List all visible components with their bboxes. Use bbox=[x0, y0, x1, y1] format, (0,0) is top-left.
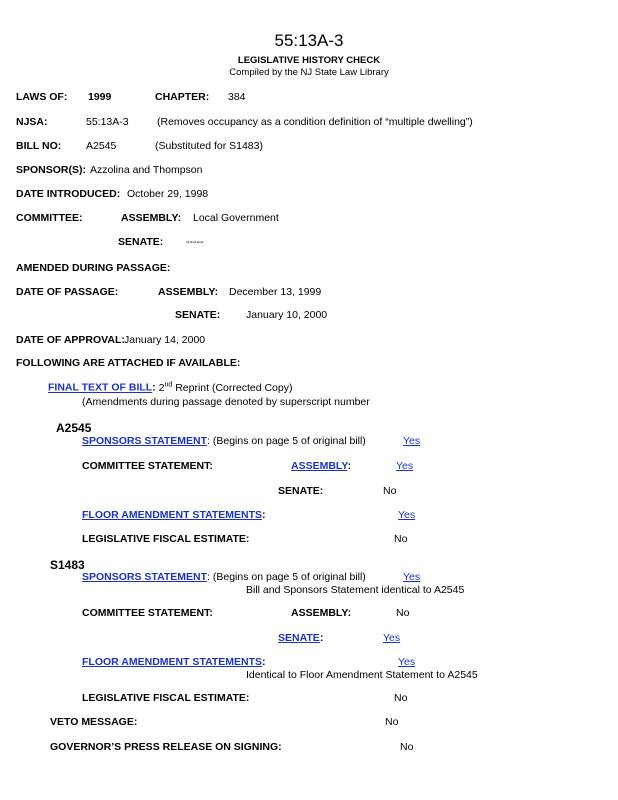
compiled-by: Compiled by the NJ State Law Library bbox=[229, 67, 389, 78]
a2545-assembly-link[interactable]: ASSEMBLY bbox=[291, 460, 348, 472]
a2545-floor-row: FLOOR AMENDMENT STATEMENTS: bbox=[82, 509, 266, 521]
s1483-committee-label: COMMITTEE STATEMENT: bbox=[82, 607, 213, 619]
s1483-sponsors-yes-link[interactable]: Yes bbox=[403, 571, 421, 583]
a2545-assembly-row: ASSEMBLY: bbox=[291, 460, 352, 472]
passage-senate-value: January 10, 2000 bbox=[246, 309, 328, 321]
a2545-sponsors-yes-link[interactable]: Yes bbox=[403, 435, 421, 447]
s1483-floor-row: FLOOR AMENDMENT STATEMENTS: bbox=[82, 656, 266, 668]
press-release-label: GOVERNOR’S PRESS RELEASE ON SIGNING: bbox=[50, 741, 282, 753]
date-of-approval-value: January 14, 2000 bbox=[124, 334, 206, 346]
a2545-fiscal-label: LEGISLATIVE FISCAL ESTIMATE: bbox=[82, 533, 250, 545]
s1483-senate-yes-link[interactable]: Yes bbox=[383, 632, 401, 644]
passage-assembly-value: December 13, 1999 bbox=[229, 286, 322, 298]
s1483-senate-row: SENATE: bbox=[278, 632, 324, 644]
final-text-row: FINAL TEXT OF BILL: 2nd Reprint (Corrected Copy) bbox=[48, 381, 293, 394]
page-subtitle: LEGISLATIVE HISTORY CHECK bbox=[237, 55, 381, 66]
s1483-sponsors-link[interactable]: SPONSORS STATEMENT bbox=[82, 571, 208, 583]
a2545-sponsors-row: SPONSORS STATEMENT: (Begins on page 5 of original bill) bbox=[82, 435, 366, 447]
veto-label: VETO MESSAGE: bbox=[50, 716, 138, 728]
committee-senate-value: ----- bbox=[186, 236, 204, 248]
a2545-fiscal-value: No bbox=[394, 533, 408, 545]
veto-value: No bbox=[385, 716, 399, 728]
njsa-note: (Removes occupancy as a condition definition of “multiple dwelling”) bbox=[157, 116, 473, 128]
s1483-assembly-value: No bbox=[396, 607, 410, 619]
committee-senate-label: SENATE: bbox=[118, 236, 164, 248]
a2545-floor-yes-link[interactable]: Yes bbox=[398, 509, 416, 521]
page-title: 55:13A-3 bbox=[274, 31, 344, 50]
s1483-sponsors-row: SPONSORS STATEMENT: (Begins on page 5 of original bill) bbox=[82, 571, 366, 583]
passage-senate-label: SENATE: bbox=[175, 309, 221, 321]
s1483-senate-link[interactable]: SENATE bbox=[278, 632, 320, 644]
sponsors-label: SPONSOR(S): bbox=[16, 164, 87, 176]
s1483-floor-note: Identical to Floor Amendment Statement to A2545 bbox=[246, 669, 478, 681]
s1483-floor-link[interactable]: FLOOR AMENDMENT STATEMENTS bbox=[82, 656, 263, 668]
laws-of-value: 1999 bbox=[88, 91, 112, 103]
chapter-label: CHAPTER: bbox=[155, 91, 210, 103]
s1483-sponsors-note: Bill and Sponsors Statement identical to A2545 bbox=[246, 584, 465, 596]
final-text-link[interactable]: FINAL TEXT OF BILL bbox=[48, 381, 153, 394]
passage-assembly-label: ASSEMBLY: bbox=[158, 286, 219, 298]
a2545-senate-value: No bbox=[383, 485, 397, 497]
date-of-approval-label: DATE OF APPROVAL: bbox=[16, 334, 125, 346]
committee-assembly-label: ASSEMBLY: bbox=[121, 212, 182, 224]
final-text-note: (Amendments during passage denoted by superscript number bbox=[82, 396, 370, 408]
njsa-label: NJSA: bbox=[16, 116, 48, 128]
sponsors-value: Azzolina and Thompson bbox=[90, 164, 203, 176]
attached-label: FOLLOWING ARE ATTACHED IF AVAILABLE: bbox=[16, 357, 241, 369]
s1483-assembly-label: ASSEMBLY: bbox=[291, 607, 352, 619]
amended-label: AMENDED DURING PASSAGE: bbox=[16, 262, 171, 274]
bill-no-note: (Substituted for S1483) bbox=[155, 140, 263, 152]
a2545-senate-label: SENATE: bbox=[278, 485, 324, 497]
chapter-value: 384 bbox=[228, 91, 246, 103]
date-introduced-value: October 29, 1998 bbox=[127, 188, 209, 200]
committee-assembly-value: Local Government bbox=[193, 212, 279, 224]
reprint-text: 2nd Reprint (Corrected Copy) bbox=[158, 381, 293, 394]
s1483-floor-yes-link[interactable]: Yes bbox=[398, 656, 416, 668]
date-introduced-label: DATE INTRODUCED: bbox=[16, 188, 121, 200]
s1483-fiscal-label: LEGISLATIVE FISCAL ESTIMATE: bbox=[82, 692, 250, 704]
a2545-committee-label: COMMITTEE STATEMENT: bbox=[82, 460, 213, 472]
a2545-floor-link[interactable]: FLOOR AMENDMENT STATEMENTS bbox=[82, 509, 263, 521]
s1483-fiscal-value: No bbox=[394, 692, 408, 704]
a2545-assembly-yes-link[interactable]: Yes bbox=[396, 460, 414, 472]
njsa-value: 55:13A-3 bbox=[86, 116, 129, 128]
press-release-value: No bbox=[400, 741, 414, 753]
a2545-heading: A2545 bbox=[56, 421, 92, 435]
laws-of-label: LAWS OF: bbox=[16, 91, 68, 103]
bill-no-label: BILL NO: bbox=[16, 140, 62, 152]
bill-no-value: A2545 bbox=[86, 140, 117, 152]
committee-label: COMMITTEE: bbox=[16, 212, 83, 224]
s1483-heading: S1483 bbox=[50, 558, 85, 572]
date-of-passage-label: DATE OF PASSAGE: bbox=[16, 286, 119, 298]
a2545-sponsors-link[interactable]: SPONSORS STATEMENT bbox=[82, 435, 208, 447]
